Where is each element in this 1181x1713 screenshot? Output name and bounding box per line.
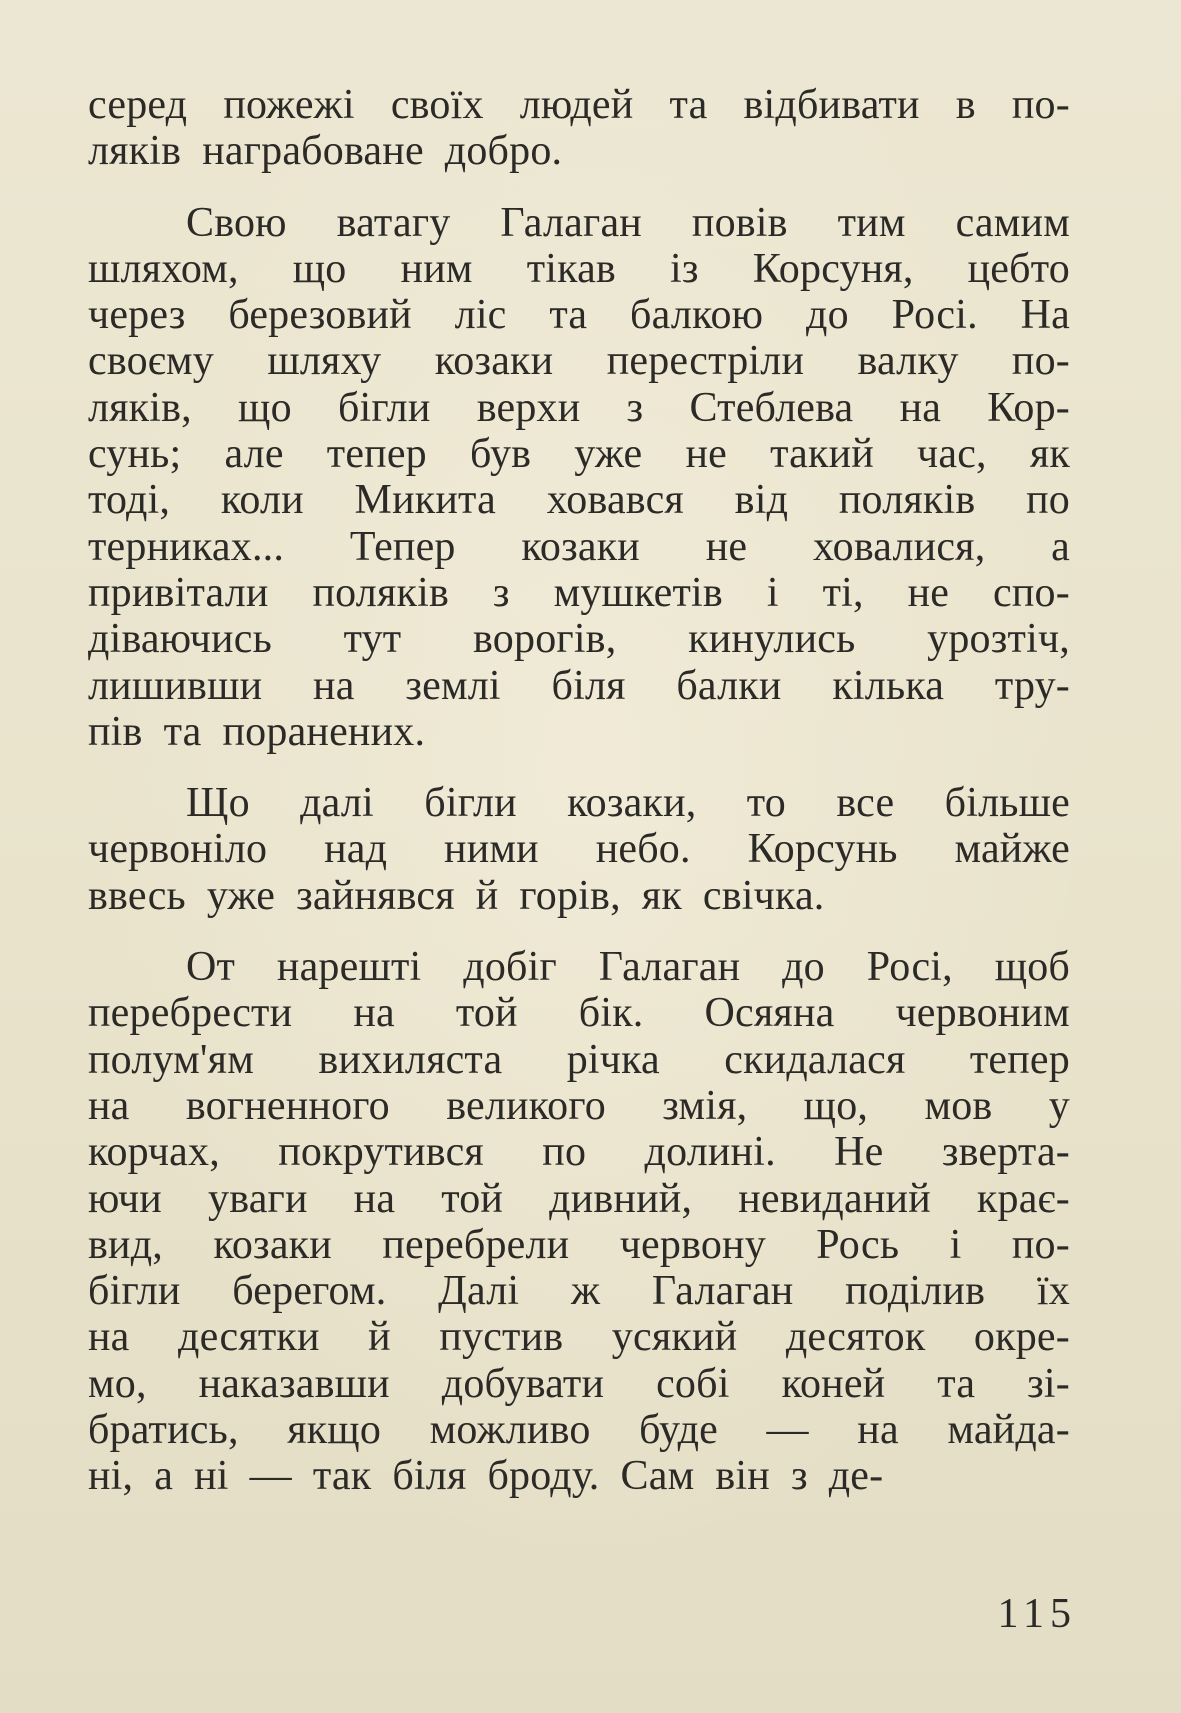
text-line: мо, наказавши добувати собі коней та зі- — [88, 1360, 1070, 1407]
paragraph — [88, 944, 1070, 1500]
text-line: братись, якщо можливо буде — на майда- — [88, 1407, 1070, 1454]
page-number: 115 — [997, 1591, 1077, 1637]
body-text — [88, 82, 1070, 1500]
text-line: сунь; але тепер був уже не такий час, як — [88, 431, 1070, 478]
text-line: червоніло над ними небо. Корсунь майже — [88, 826, 1070, 873]
text-line: на десятки й пустив усякий десяток окре- — [88, 1314, 1070, 1361]
text-line: перебрести на той бік. Осяяна червоним — [88, 990, 1070, 1037]
text-line: ввесь уже зайнявся й горів, як свічка. — [88, 872, 825, 919]
paragraph-gap — [88, 919, 1070, 944]
text-line: полум'ям вихиляста річка скидалася тепер — [88, 1036, 1070, 1083]
text-line: лишивши на землі біля балки кілька тру- — [88, 662, 1070, 709]
text-line: діваючись тут ворогів, кинулись урозтіч, — [88, 616, 1070, 663]
text-line: через березовий ліс та балкою до Росі. На — [88, 292, 1070, 339]
text-line: на вогненного великого змія, що, мов у — [88, 1082, 1070, 1129]
paragraph-gap — [88, 755, 1070, 780]
text-line: терниках... Тепер козаки не ховалися, а — [88, 523, 1070, 570]
text-line: От нарешті добіг Галаган до Росі, щоб — [186, 944, 1070, 991]
paragraph — [88, 200, 1070, 756]
text-line: пів та поранених. — [88, 708, 426, 755]
text-line: корчах, покрутився по долині. Не зверта- — [88, 1129, 1070, 1176]
text-line: ляків награбоване добро. — [88, 128, 563, 175]
text-line: привітали поляків з мушкетів і ті, не спо- — [88, 569, 1070, 616]
text-line: шляхом, що ним тікав із Корсуня, цебто — [88, 245, 1070, 292]
paragraph — [88, 780, 1070, 919]
text-line: тоді, коли Микита ховався від поляків по — [88, 477, 1070, 524]
text-line: Свою ватагу Галаган повів тим самим — [186, 199, 1070, 246]
text-line: ні, а ні — так біля броду. Сам він з де- — [88, 1453, 884, 1500]
text-line: вид, козаки перебрели червону Рось і по- — [88, 1221, 1070, 1268]
text-line: серед пожежі своїх людей та відбивати в по- — [88, 82, 1070, 128]
paragraph — [88, 82, 1070, 175]
paragraph-gap — [88, 175, 1070, 200]
text-line: ючи уваги на той дивний, невиданий крає- — [88, 1175, 1070, 1222]
text-line: ляків, що бігли верхи з Стеблева на Кор- — [88, 384, 1070, 431]
text-line: своєму шляху козаки перестріли валку по- — [88, 338, 1070, 385]
text-line: бігли берегом. Далі ж Галаган поділив їх — [88, 1268, 1070, 1315]
text-line: Що далі бігли козаки, то все більше — [186, 780, 1070, 827]
